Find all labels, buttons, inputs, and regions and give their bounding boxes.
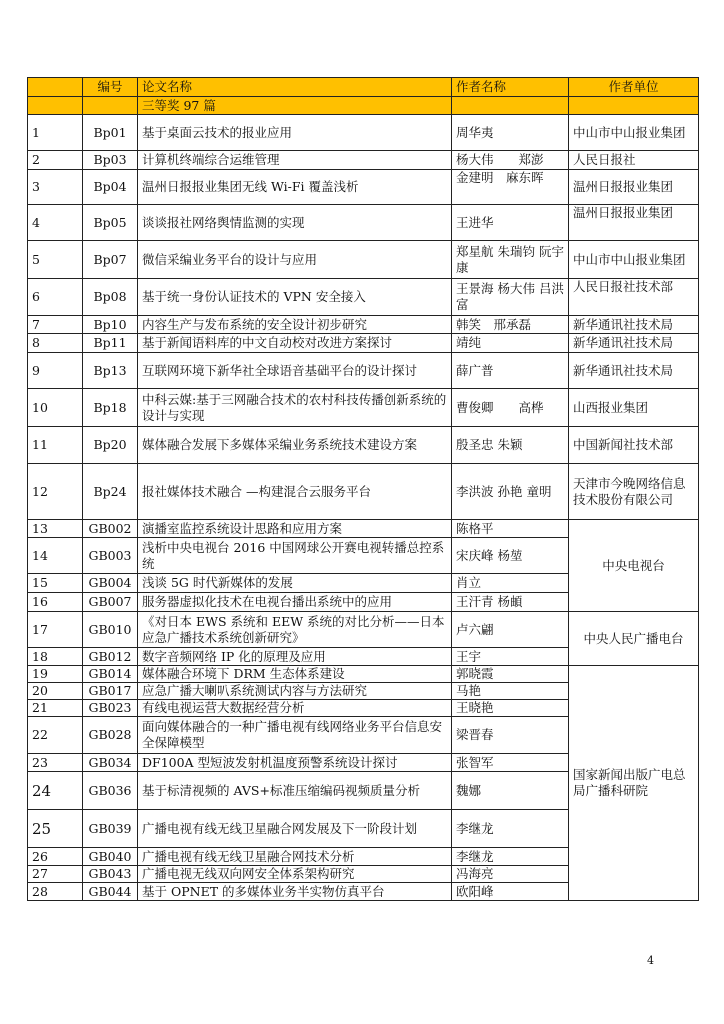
table-header-row bbox=[28, 78, 699, 97]
page-number: 4 bbox=[647, 954, 654, 967]
org-sarft: 国家新闻出版广电总局广播科研院 bbox=[569, 666, 699, 901]
section-row bbox=[28, 97, 699, 115]
table-row: 25 GB039 广播电视有线无线卫星融合网发展及下一阶段计划 李继龙 bbox=[28, 810, 699, 848]
table-row: 28 GB044 基于 OPNET 的多媒体业务半实物仿真平台 欧阳峰 bbox=[28, 883, 699, 901]
award-papers-table bbox=[27, 77, 699, 901]
table-row: 1 Bp01 基于桌面云技术的报业应用 周华夷 中山市中山报业集团 bbox=[28, 115, 699, 151]
table-row: 5 Bp07 微信采编业务平台的设计与应用 郑星航 朱瑞钧 阮宇康 中山市中山报业集团 bbox=[28, 241, 699, 279]
table-row: 8 Bp11 基于新闻语料库的中文自动校对改进方案探讨 靖纯 新华通讯社技术局 bbox=[28, 334, 699, 353]
table-row: 4 Bp05 谈谈报社网络舆情监测的实现 王进华 温州日报报业集团 bbox=[28, 205, 699, 241]
table-row: 11 Bp20 媒体融合发展下多媒体采编业务系统技术建设方案 殷圣忠 朱颖 中国新闻社技术部 bbox=[28, 427, 699, 464]
table-row: 27 GB043 广播电视无线双向网安全体系架构研究 冯海亮 bbox=[28, 866, 699, 883]
table-row: 13 GB002 演播室监控系统设计思路和应用方案 陈格平 中央电视台 bbox=[28, 520, 699, 538]
table-row: 7 Bp10 内容生产与发布系统的安全设计初步研究 韩笑 邢承磊 新华通讯社技术局 bbox=[28, 316, 699, 334]
org-cctv: 中央电视台 bbox=[569, 520, 699, 612]
org-cnr: 中央人民广播电台 bbox=[569, 612, 699, 666]
header-index bbox=[28, 78, 83, 97]
header-author: 作者名称 bbox=[452, 78, 569, 97]
table-row: 2 Bp03 计算机终端综合运维管理 杨大伟 郑澎 人民日报社 bbox=[28, 151, 699, 170]
table-row: 18 GB012 数字音频网络 IP 化的原理及应用 王宇 bbox=[28, 648, 699, 666]
table-row: 17 GB010 《对日本 EWS 系统和 EEW 系统的对比分析——日本应急广播技术系统创新研究》 卢六翩 中央人民广播电台 bbox=[28, 612, 699, 648]
table-row: 9 Bp13 互联网环境下新华社全球语音基础平台的设计探讨 薛广普 新华通讯社技术局 bbox=[28, 353, 699, 389]
table-row: 26 GB040 广播电视有线无线卫星融合网技术分析 李继龙 bbox=[28, 848, 699, 866]
section-label: 三等奖 97 篇 bbox=[138, 97, 452, 115]
table-row: 23 GB034 DF100A 型短波发射机温度预警系统设计探讨 张智军 bbox=[28, 754, 699, 772]
table-row: 20 GB017 应急广播大喇叭系统测试内容与方法研究 马艳 bbox=[28, 683, 699, 700]
table-row: 16 GB007 服务器虚拟化技术在电视台播出系统中的应用 王汗青 杨頔 bbox=[28, 593, 699, 612]
header-org: 作者单位 bbox=[569, 78, 699, 97]
header-number: 编号 bbox=[83, 78, 138, 97]
table-row: 12 Bp24 报社媒体技术融合 —构建混合云服务平台 李洪波 孙艳 童明 天津市今晚网络信息技术股份有限公司 bbox=[28, 464, 699, 520]
table-row: 15 GB004 浅谈 5G 时代新媒体的发展 肖立 bbox=[28, 574, 699, 593]
table-row: 19 GB014 媒体融合环境下 DRM 生态体系建设 郭晓霞 国家新闻出版广电总局广播科研院 bbox=[28, 666, 699, 683]
table-row: 24 GB036 基于标清视频的 AVS+标准压缩编码视频质量分析 魏娜 bbox=[28, 772, 699, 810]
table-row: 3 Bp04 温州日报报业集团无线 Wi-Fi 覆盖浅析 金建明 麻东晖 温州日报报业集团 bbox=[28, 170, 699, 205]
table-row: 10 Bp18 中科云媒:基于三网融合技术的农村科技传播创新系统的设计与实现 曹俊卿 高桦 山西报业集团 bbox=[28, 389, 699, 427]
table-row: 6 Bp08 基于统一身份认证技术的 VPN 安全接入 王景海 杨大伟 吕洪富 人民日报社技术部 bbox=[28, 279, 699, 316]
header-title: 论文名称 bbox=[138, 78, 452, 97]
table-row: 22 GB028 面向媒体融合的一种广播电视有线网络业务平台信息安全保障模型 梁晋春 bbox=[28, 717, 699, 754]
table-row: 21 GB023 有线电视运营大数据经营分析 王晓艳 bbox=[28, 700, 699, 717]
table-row: 14 GB003 浅析中央电视台 2016 中国网球公开赛电视转播总控系统 宋庆峰 杨堃 bbox=[28, 538, 699, 574]
